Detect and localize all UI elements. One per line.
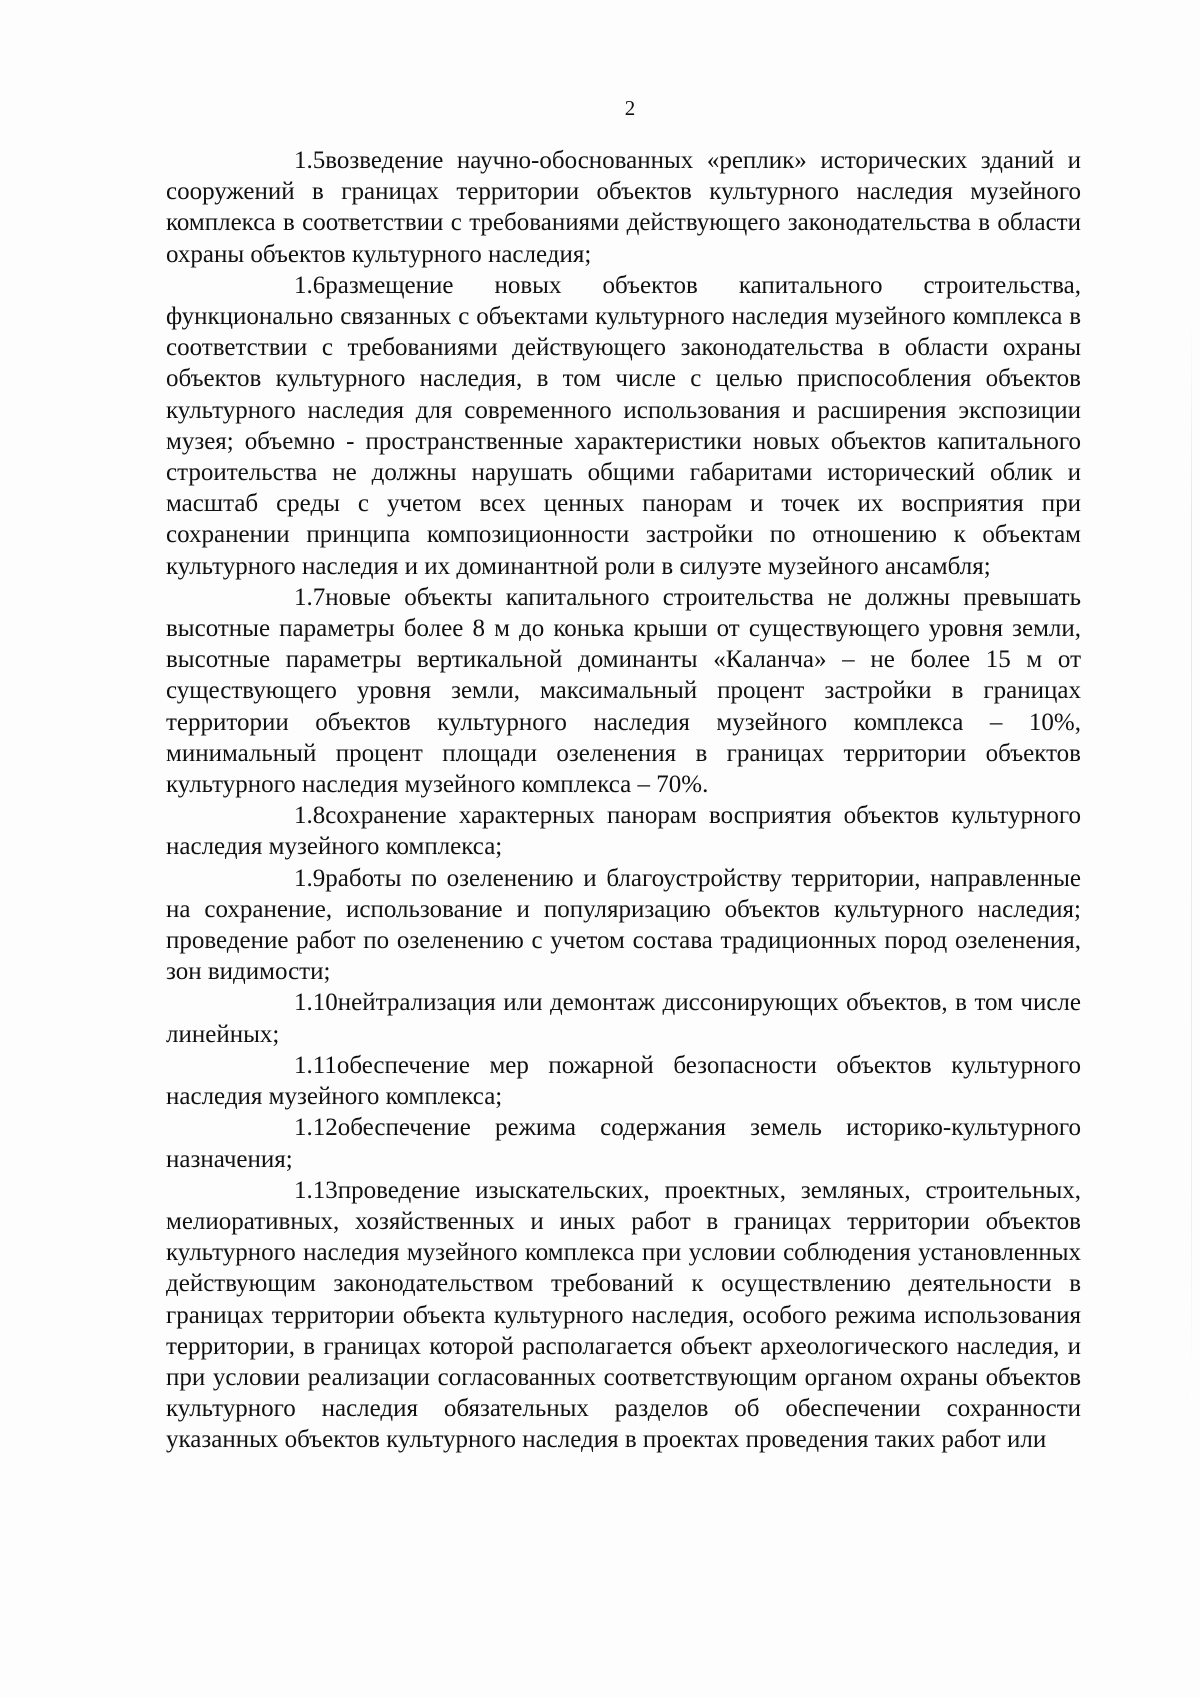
item-text: работы по озеленению и благоустройству территории, направленные на сохранение, использование и популяризацию объектов культурного наследия; проведение работ по озеленению с учетом состава традиционных пород озеленения, зон видимости;: [166, 864, 1081, 986]
list-item: [166, 270, 1081, 582]
item-number: 1.6: [294, 271, 326, 299]
item-number: 1.5: [294, 147, 326, 174]
item-text: нейтрализация или демонтаж диссонирующих объектов, в том числе линейных;: [166, 989, 1081, 1048]
item-number: 1.11: [294, 1051, 337, 1079]
item-number: 1.13: [294, 1176, 338, 1204]
item-number: 1.8: [294, 802, 326, 830]
item-text: обеспечение мер пожарной безопасности объектов культурного наследия музейного комплекса;: [166, 1051, 1081, 1111]
item-text: возведение научно-обоснованных «реплик» исторических зданий и сооружений в границах территории объектов культурного наследия музейного комплекса в соответствии с требованиями действующего законодательства в области охраны объектов культурного наследия;: [166, 147, 1081, 268]
item-text: новые объекты капитального строительства не должны превышать высотные параметры более 8 м до конька крыши от существующего уровня земли, высотные параметры вертикальной доминанты «Каланча» – не более 15 м от существующего уровня земли, максимальный процент застройки в границах территории объектов культурного наследия музейного комплекса – 10%, минимальный процент площади озеленения в границах территории объектов культурного наследия музейного комплекса – 70%.: [166, 583, 1081, 799]
list-item: [166, 1112, 1081, 1174]
list-item: [166, 582, 1081, 800]
scan-edge-shadow: [1191, 300, 1192, 1400]
list-item: [166, 145, 1081, 270]
item-number: 1.12: [294, 1114, 338, 1142]
list-item: [166, 1175, 1081, 1456]
list-item: [166, 863, 1081, 988]
list-item: [166, 987, 1081, 1049]
item-number: 1.10: [294, 989, 338, 1017]
list-item: [166, 800, 1081, 862]
item-text: размещение новых объектов капитального строительства, функционально связанных с объектами культурного наследия музейного комплекса в соответствии с требованиями действующего законодательства в области охраны объектов культурного наследия, в том числе с целью приспособления объектов культурного наследия для современного использования и расширения экспозиции музея; объемно - пространственные характеристики новых объектов капитального строительства не должны нарушать общими габаритами исторический облик и масштаб среды с учетом всех ценных панорам и точек их восприятия при сохранении принципа композиционности застройки по отношению к объектам культурного наследия и их доминантной роли в силуэте музейного ансамбля;: [166, 271, 1081, 580]
list-item: [166, 1050, 1081, 1112]
item-text: проведение изыскательских, проектных, земляных, строительных, мелиоративных, хозяйственных и иных работ в границах территории объектов культурного наследия музейного комплекса при условии соблюдения установленных действующим законодательством требований к осуществлению деятельности в границах территории объекта культурного наследия, особого режима использования территории, в границах которой располагается объект археологического наследия, и при условии реализации согласованных соответствующим органом охраны объектов культурного наследия обязательных разделов об обеспечении сохранности указанных объектов культурного наследия в проектах проведения таких работ или: [166, 1176, 1081, 1454]
item-text: обеспечение режима содержания земель историко-культурного назначения;: [166, 1114, 1081, 1173]
item-text: сохранение характерных панорам восприятия объектов культурного наследия музейного комплекса;: [166, 802, 1081, 861]
item-number: 1.9: [294, 864, 326, 892]
item-number: 1.7: [294, 583, 326, 611]
document-body: [166, 145, 1081, 1456]
page-number: 2: [624, 96, 636, 120]
